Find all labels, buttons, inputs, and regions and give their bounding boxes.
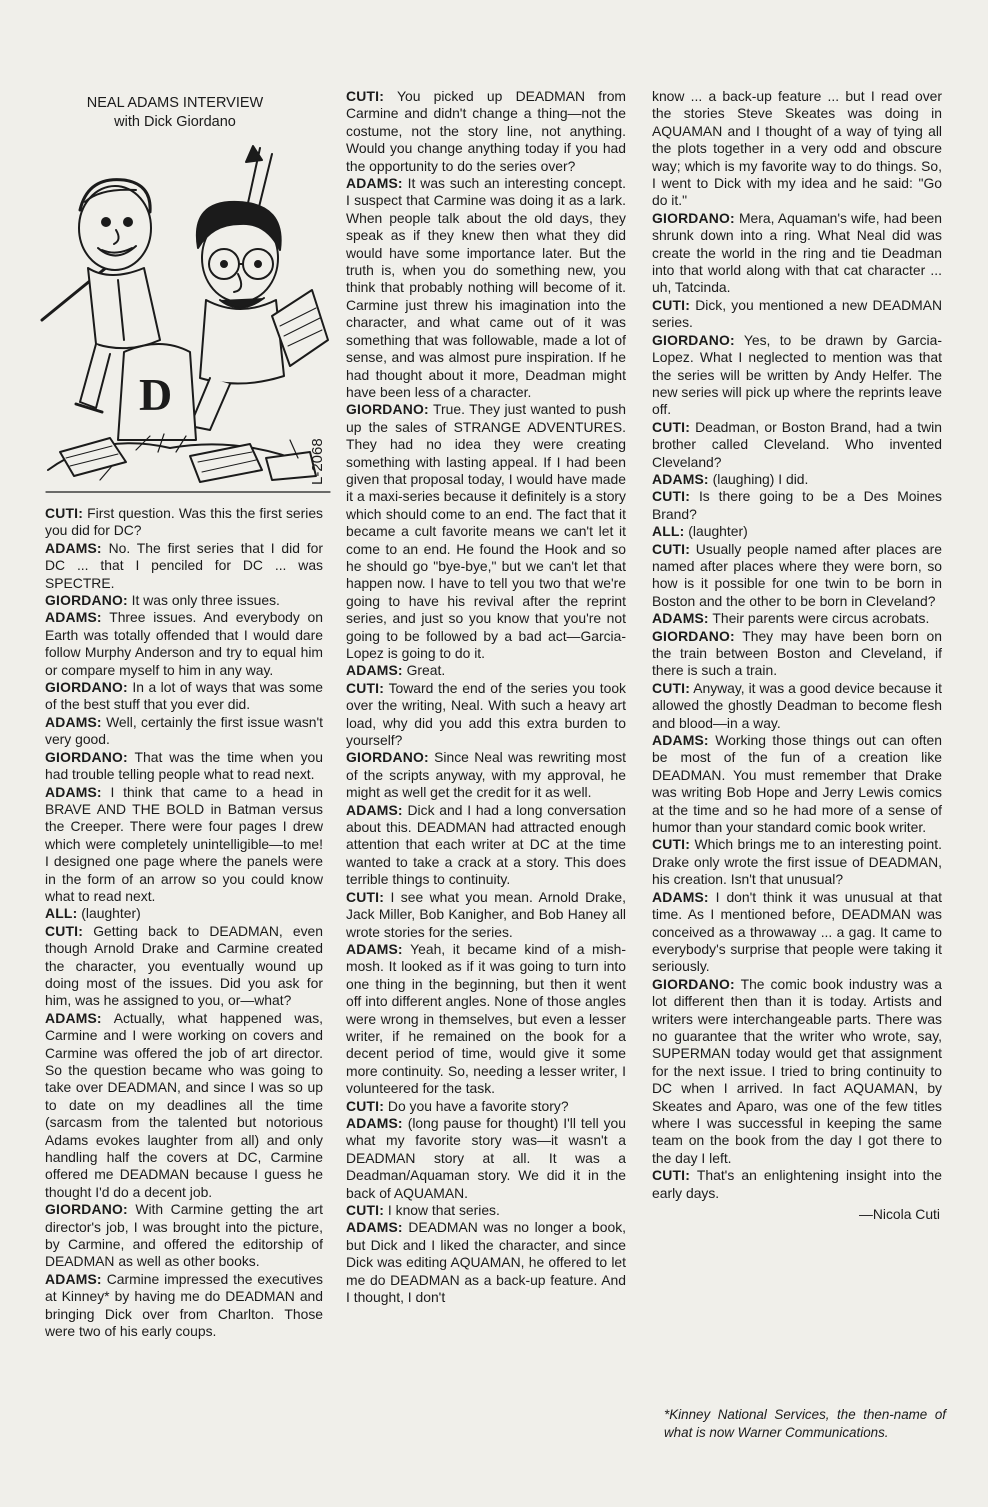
speech-text: Anyway, it was a good device because it allowed the ghostly Deadman to become flesh and blood—in a way. bbox=[652, 679, 942, 731]
speaker-name: GIORDANO: bbox=[652, 627, 735, 644]
interview-paragraph bbox=[45, 923, 323, 1010]
interview-paragraph bbox=[346, 662, 626, 679]
speech-text: Getting back to DEADMAN, even though Arnold Drake and Carmine created the character, you eventually wound up doing most of the issues. Did you ask for him, was he assigned to you, or—what? bbox=[45, 922, 323, 1009]
speaker-name: CUTI: bbox=[346, 88, 385, 104]
speaker-name: ADAMS: bbox=[45, 713, 102, 730]
interview-paragraph bbox=[652, 332, 942, 419]
speech-text: (laughter) bbox=[77, 905, 141, 922]
speaker-name: CUTI: bbox=[652, 836, 691, 853]
interview-paragraph bbox=[652, 523, 942, 540]
speech-text: It was only three issues. bbox=[127, 592, 280, 609]
speech-text: No. The first series that I did for DC ... that I penciled for DC ... was SPECTRE. bbox=[45, 539, 323, 591]
speech-text: Is there going to be a Des Moines Brand? bbox=[652, 488, 942, 522]
speech-text: Dick, you mentioned a new DEADMAN series. bbox=[652, 296, 942, 331]
speaker-name: CUTI: bbox=[45, 505, 84, 521]
speech-text: They may have been born on the train between Boston and Cleveland, if there is such a train. bbox=[652, 627, 942, 679]
speaker-name: ADAMS: bbox=[346, 662, 403, 679]
speech-text: Dick and I had a long conversation about this. DEADMAN had attracted enough attention that each writer at DC at the time wanted to take a crack at a story. This does terrible things to continuity. bbox=[346, 801, 626, 888]
interview-paragraph bbox=[346, 88, 626, 175]
interview-paragraph bbox=[346, 401, 626, 662]
speech-text: Yes, to be drawn by Garcia-Lopez. What I neglected to mention was that the series will be written by Andy Helfer. The new series will pick up where the reprints leave off. bbox=[652, 331, 942, 418]
speech-text: Carmine impressed the executives at Kinney* by having me do DEADMAN and bringing Dick over from Charlton. Those were two of his early coups. bbox=[45, 1270, 323, 1340]
speaker-name: ADAMS: bbox=[346, 1114, 403, 1131]
interview-paragraph bbox=[652, 976, 942, 1167]
interview-paragraph bbox=[45, 1271, 323, 1341]
speaker-name: ADAMS: bbox=[652, 888, 709, 905]
interview-paragraph bbox=[652, 1167, 942, 1202]
speech-text: Well, certainly the first issue wasn't very good. bbox=[45, 713, 323, 748]
speech-text: (laughter) bbox=[684, 523, 748, 540]
speech-text: Which brings me to an interesting point. Drake only wrote the first issue of DEADMAN, his creation. Isn't that unusual? bbox=[652, 836, 942, 888]
speaker-name: CUTI: bbox=[652, 488, 691, 505]
speech-text: Usually people named after places are named after places where they were born, so how is it possible for one twin to be born in Boston and the other to be born in Cleveland? bbox=[652, 540, 942, 609]
speech-text: I know that series. bbox=[384, 1202, 500, 1218]
caricature-illustration bbox=[40, 140, 335, 500]
speech-text: Yeah, it became kind of a mish-mosh. It looked as if it was going to turn into one thing in the beginning, but then it went off into different angles. None of those angles were wrong in themselves, but even a lesser writer, if he remained on the book for a decent period of time, would give it some more continuity. So, needing a lesser writer, I volunteered for the task. bbox=[346, 940, 626, 1097]
interview-paragraph bbox=[652, 488, 942, 523]
article-subtitle: with Dick Giordano bbox=[114, 114, 236, 130]
speaker-name: GIORDANO: bbox=[652, 975, 735, 992]
interview-paragraph bbox=[45, 592, 323, 609]
interview-paragraph bbox=[45, 1201, 323, 1271]
speech-text: That's an enlightening insight into the early days. bbox=[652, 1167, 942, 1201]
speaker-name: ADAMS: bbox=[652, 470, 709, 487]
interview-paragraph bbox=[45, 540, 323, 592]
speech-text: Their parents were circus acrobats. bbox=[708, 610, 930, 627]
speaker-name: ADAMS: bbox=[45, 539, 102, 556]
speech-text: Working those things out can often be most of the fun of a creation like DEADMAN. You must remember that Drake was writing Bob Hope and Jerry Lewis comics at the time and so he had more of a sense of humor than your standard comic book writer. bbox=[652, 732, 942, 836]
interview-paragraph bbox=[652, 680, 942, 732]
speaker-name: ALL: bbox=[45, 905, 78, 922]
interview-paragraph bbox=[346, 941, 626, 1098]
svg-text:D: D bbox=[139, 369, 173, 420]
speaker-name: CUTI: bbox=[652, 296, 691, 313]
article-header bbox=[60, 94, 290, 132]
speaker-name: GIORDANO: bbox=[346, 401, 429, 418]
interview-paragraph bbox=[652, 471, 942, 488]
speech-text: First question. Was this the first series you did for DC? bbox=[45, 505, 323, 539]
speech-text: That was the time when you had trouble telling people what to read next. bbox=[45, 748, 323, 783]
interview-paragraph bbox=[45, 679, 323, 714]
interview-paragraph bbox=[346, 749, 626, 801]
speaker-name: GIORDANO: bbox=[45, 592, 128, 609]
interview-paragraph bbox=[346, 680, 626, 750]
speaker-name: CUTI: bbox=[346, 888, 385, 905]
interview-paragraph bbox=[346, 175, 626, 401]
speaker-name: GIORDANO: bbox=[652, 331, 735, 348]
footnote: *Kinney National Services, the then-name of what is now Warner Communications. bbox=[664, 1407, 946, 1440]
speech-text: Great. bbox=[402, 662, 446, 679]
speech-text: Do you have a favorite story? bbox=[384, 1097, 569, 1114]
interview-paragraph bbox=[346, 802, 626, 889]
interview-paragraph bbox=[346, 1115, 626, 1202]
speaker-name: GIORDANO: bbox=[45, 679, 128, 696]
illustration-code: L-2068 bbox=[309, 438, 326, 485]
speech-text: DEADMAN was no longer a book, but Dick and I liked the character, and since Dick was editing AQUAMAN, he offered to let me do DEADMAN as a back-up feature. And I thought, I don't bbox=[346, 1219, 626, 1306]
interview-paragraph bbox=[652, 88, 942, 210]
speech-text: Toward the end of the series you took over the writing, Neal. With such a heavy art load, why did you add this extra burden to yourself? bbox=[346, 679, 626, 749]
speaker-name: ADAMS: bbox=[45, 1270, 102, 1287]
speech-text: Actually, what happened was, Carmine and I were working on covers and Carmine was offered the job of art director. So the question became who was going to take over DEADMAN, and since I was so up to date on my deadlines all the time (sarcasm from the talented but notorious Adams evokes laughter from all) and only handling half the covers at DC, Carmine offered me DEADMAN because I guess he thought I'd do a decent job. bbox=[45, 1009, 323, 1200]
speaker-name: CUTI: bbox=[346, 1097, 385, 1114]
speech-text: It was such an interesting concept. I suspect that Carmine was doing it as a lark. When people talk about the old days, they speak as if they knew then what they did would have some importance later. But the truth is, when you do something new, you think that probably nothing will become of it. Carmine just threw his imagination into the character, and what came out of it was something that was followable, made a lot of sense, and was almost pure inspiration. If he had thought about it more, Deadman might have been less of a character. bbox=[346, 175, 626, 400]
speaker-name: CUTI: bbox=[346, 1202, 385, 1218]
interview-paragraph bbox=[45, 714, 323, 749]
speech-text: Three issues. And everybody on Earth was totally offended that I would dare follow Murphy Anderson and try to equal him or compare myself to him in any way. bbox=[45, 609, 323, 678]
speech-text: You picked up DEADMAN from Carmine and didn't change a thing—not the costume, not the story line, not anything. Would you change anything today if you had the opportunity to do the series over? bbox=[346, 88, 626, 174]
interview-column-2 bbox=[346, 88, 626, 1306]
speech-text: (laughing) I did. bbox=[708, 470, 809, 487]
speech-text: I think that came to a head in BRAVE AND THE BOLD in Batman versus the Creeper. There were four pages I drew which were completely unintelligible—to me! I designed one page where the panels were in the form of an arrow so you could know what to read next. bbox=[45, 783, 323, 904]
interview-paragraph bbox=[652, 610, 942, 627]
speech-text: The comic book industry was a lot different then than it is today. Artists and writers were interchangeable parts. There was no guarantee that the writer who wrote, say, SUPERMAN today would get that assignment for the next issue. I tried to bring continuity to DC when I arrived. In fact AQUAMAN, by Skeates and Aparo, was one of the few titles where I was successful in keeping the same team on the book from the day I got there to the day I left. bbox=[652, 975, 942, 1166]
interview-paragraph bbox=[652, 836, 942, 888]
interview-paragraph bbox=[45, 784, 323, 906]
speaker-name: ADAMS: bbox=[652, 610, 709, 627]
interview-paragraph bbox=[652, 889, 942, 976]
interview-paragraph bbox=[45, 505, 323, 540]
speech-text: Mera, Aquaman's wife, had been shrunk down into a ring. What Neal did was create the world in the ring and tie Deadman into that world along with that cat character ... uh, Tatcinda. bbox=[652, 209, 942, 296]
interview-paragraph bbox=[652, 297, 942, 332]
interview-paragraph bbox=[346, 1202, 626, 1219]
speaker-name: ADAMS: bbox=[45, 609, 102, 626]
interview-paragraph bbox=[346, 1098, 626, 1115]
speaker-name: CUTI: bbox=[652, 679, 691, 696]
interview-paragraph bbox=[45, 1010, 323, 1201]
author-signature: —Nicola Cuti bbox=[858, 1206, 940, 1222]
speaker-name: GIORDANO: bbox=[45, 748, 128, 765]
interview-paragraph bbox=[346, 1219, 626, 1306]
speaker-name: ADAMS: bbox=[45, 1009, 102, 1026]
speech-text: I see what you mean. Arnold Drake, Jack Miller, Bob Kanigher, and Bob Haney all wrote stories for the series. bbox=[346, 888, 626, 940]
speaker-name: CUTI: bbox=[652, 540, 691, 557]
interview-paragraph bbox=[652, 628, 942, 680]
interview-paragraph bbox=[45, 749, 323, 784]
speaker-name: ADAMS: bbox=[652, 732, 709, 749]
speaker-name: CUTI: bbox=[652, 1167, 691, 1184]
speaker-name: ADAMS: bbox=[346, 1219, 403, 1236]
speaker-name: GIORDANO: bbox=[346, 749, 429, 766]
interview-paragraph bbox=[45, 905, 323, 922]
speaker-name: ADAMS: bbox=[346, 801, 403, 818]
interview-paragraph bbox=[652, 419, 942, 471]
speech-text: know ... a back-up feature ... but I read over the stories Steve Skeates was doing in AQUAMAN and I thought of a way of tying all the plots together in a very odd and obscure way; which is my favorite way to do things. So, I went to Dick with my idea and he said: "Go do it." bbox=[652, 88, 942, 209]
interview-column-3 bbox=[652, 88, 942, 1223]
interview-paragraph bbox=[346, 889, 626, 941]
interview-paragraph bbox=[45, 609, 323, 679]
speaker-name: GIORDANO: bbox=[45, 1201, 128, 1218]
speech-text: With Carmine getting the art director's job, I was brought into the picture, by Carmine, and offered the editorship of DEADMAN as well as other books. bbox=[45, 1201, 323, 1270]
speaker-name: CUTI: bbox=[346, 679, 385, 696]
article-title: NEAL ADAMS INTERVIEW bbox=[86, 95, 264, 111]
interview-column-1 bbox=[45, 505, 323, 1341]
speaker-name: GIORDANO: bbox=[652, 209, 735, 226]
speaker-name: CUTI: bbox=[45, 922, 84, 939]
speech-text: (long pause for thought) I'll tell you what my favorite story was—it wasn't a DEADMAN story at all. It was a Deadman/Aquaman story. We did it in the back of AQUAMAN. bbox=[346, 1114, 626, 1201]
interview-paragraph bbox=[652, 732, 942, 836]
speaker-name: ADAMS: bbox=[346, 940, 403, 957]
speech-text: I don't think it was unusual at that time. As I mentioned before, DEADMAN was conceived as a throwaway ... a gag. It came to everybody's surprise that people were taking it seriously. bbox=[652, 888, 942, 975]
speaker-name: ADAMS: bbox=[346, 175, 403, 192]
speech-text: Deadman, or Boston Brand, had a twin brother called Cleveland. Who invented Cleveland? bbox=[652, 418, 942, 470]
speaker-name: CUTI: bbox=[652, 418, 691, 435]
interview-paragraph bbox=[652, 210, 942, 297]
interview-paragraph bbox=[652, 541, 942, 611]
speech-text: Since Neal was rewriting most of the scripts anyway, with my approval, he might as well get the credit for it as well. bbox=[346, 749, 626, 801]
speech-text: In a lot of ways that was some of the best stuff that you ever did. bbox=[45, 679, 323, 713]
speaker-name: ALL: bbox=[652, 523, 685, 540]
speaker-name: ADAMS: bbox=[45, 783, 102, 800]
speech-text: True. They just wanted to push up the sales of STRANGE ADVENTURES. They had no idea they were creating something with lasting appeal. If I had been given that proposal today, I would have made it a maxi-series because it definitely is a story which should come to an end. The fact that it became a cult favorite means we can't let it come to an end. He found the Hook and so he should go "bye-bye," but we can't let that happen now. I have to tell you two that we're going to have his revival after the reprint series, and just so you know that you're not going to be followed by a bad act—Garcia-Lopez is going to do it. bbox=[346, 401, 626, 661]
